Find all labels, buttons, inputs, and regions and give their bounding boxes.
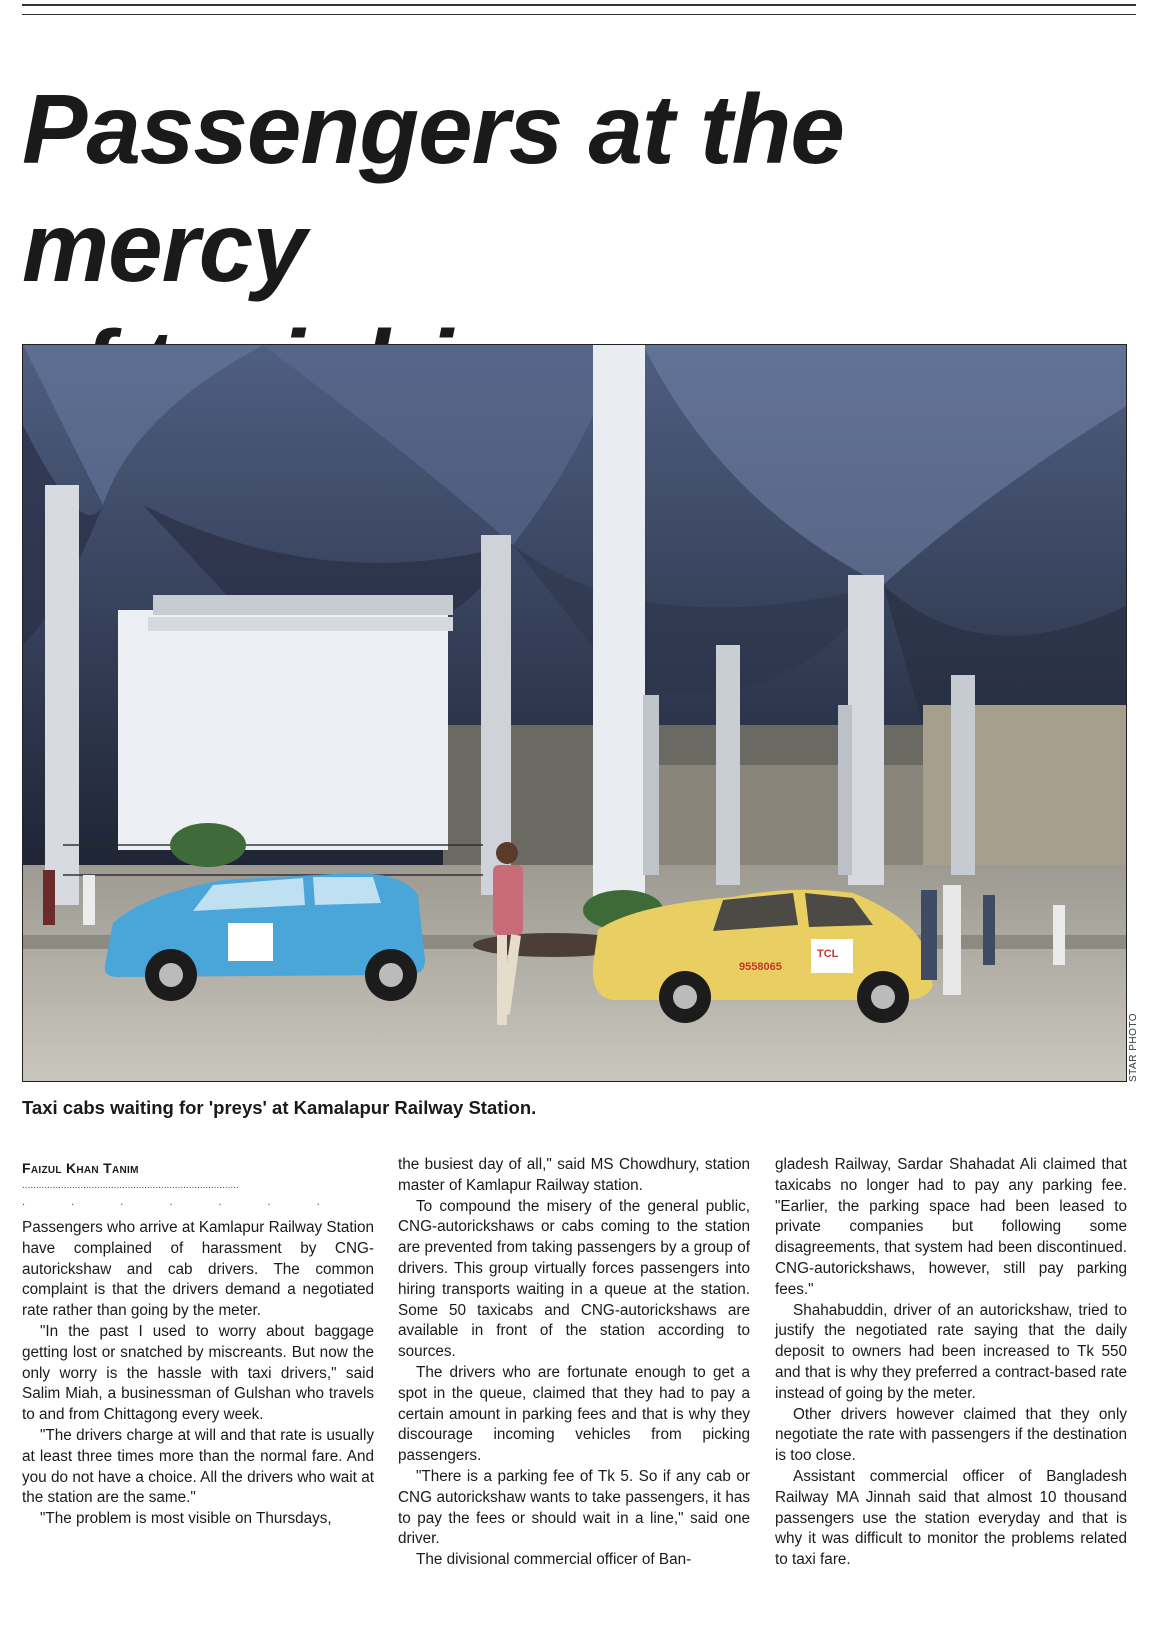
news-photo: [22, 344, 1127, 1082]
railway-station-illustration: [23, 345, 1127, 1082]
byline-dotted-rule-2: . . . . . . .: [22, 1196, 320, 1208]
top-rule: [22, 4, 1136, 6]
paragraph: The drivers who are fortunate enough to get a spot in the queue, claimed that they had to pay a certain amount in parking fees and that is why they discourage incoming vehicles from picking passengers.: [398, 1363, 750, 1465]
paragraph: To compound the misery of the general public, CNG-autorickshaws or cabs coming to the station are prevented from taking passengers by a group of drivers. This group virtually forces passengers into hiring transports waiting in a queue at the station. Some 50 taxicabs and CNG-autorickshaws are available in front of the station according to sources.: [398, 1197, 750, 1361]
paragraph: Other drivers however claimed that they only negotiate the rate with passengers if the destination is too close.: [775, 1405, 1127, 1465]
paragraph: Passengers who arrive at Kamlapur Railway Station have complained of harassment by CNG-autorickshaw and cab drivers. The common complaint is that the drivers demand a negotiated rate rather than going by the meter.: [22, 1219, 374, 1320]
article-column-1: [22, 1218, 374, 1530]
paragraph: gladesh Railway, Sardar Shahadat Ali claimed that taxicabs no longer had to pay any parking fee. "Earlier, the parking space had been leased to private companies but following some disagreements, that system had been discontinued. CNG-autorickshaws, however, still pay parking fees.": [775, 1156, 1127, 1298]
byline-dotted-rule: ..............................................................................: [22, 1180, 239, 1191]
top-rule-thin: [22, 14, 1136, 15]
paragraph: the busiest day of all," said MS Chowdhury, station master of Kamlapur Railway station.: [398, 1156, 750, 1194]
taxi-badge-text: TCL: [817, 948, 839, 960]
paragraph: The divisional commercial officer of Ban-: [416, 1551, 692, 1569]
headline-line-1: Passengers at the mercy: [22, 74, 844, 302]
photo-credit: STAR PHOTO: [1128, 1012, 1139, 1082]
paragraph: Assistant commercial officer of Bangladesh Railway MA Jinnah said that almost 10 thousand passengers use the station everyday and that is why it was difficult to monitor the problems related to taxi fare.: [775, 1467, 1127, 1569]
photo-caption: Taxi cabs waiting for 'preys' at Kamalapur Railway Station.: [22, 1097, 537, 1118]
paragraph: Shahabuddin, driver of an autorickshaw, tried to justify the negotiated rate saying that the daily deposit to owners had been increased to Tk 550 and that is why they preferred a contract-based rate instead of going by the meter.: [775, 1301, 1127, 1402]
paragraph: "In the past I used to worry about baggage getting lost or snatched by miscreants. But now the only worry is the hassle with taxi drivers," said Salim Miah, a businessman of Gulshan who travels to and from Chittagong every week.: [22, 1322, 374, 1424]
byline: Faizul Khan Tanim: [22, 1160, 139, 1176]
article-column-3: [775, 1155, 1127, 1571]
article-column-2: [398, 1155, 750, 1571]
taxi-phone-text: 9558065: [739, 961, 782, 973]
paragraph: "The drivers charge at will and that rate is usually at least three times more than the normal fare. And you do not have a choice. All the drivers who wait at the station are the same.": [22, 1426, 374, 1507]
paragraph: "The problem is most visible on Thursdays,: [40, 1510, 332, 1528]
paragraph: "There is a parking fee of Tk 5. So if any cab or CNG autorickshaw wants to take passengers, it has to pay the fees or should wait in a line," said one driver.: [398, 1467, 750, 1548]
